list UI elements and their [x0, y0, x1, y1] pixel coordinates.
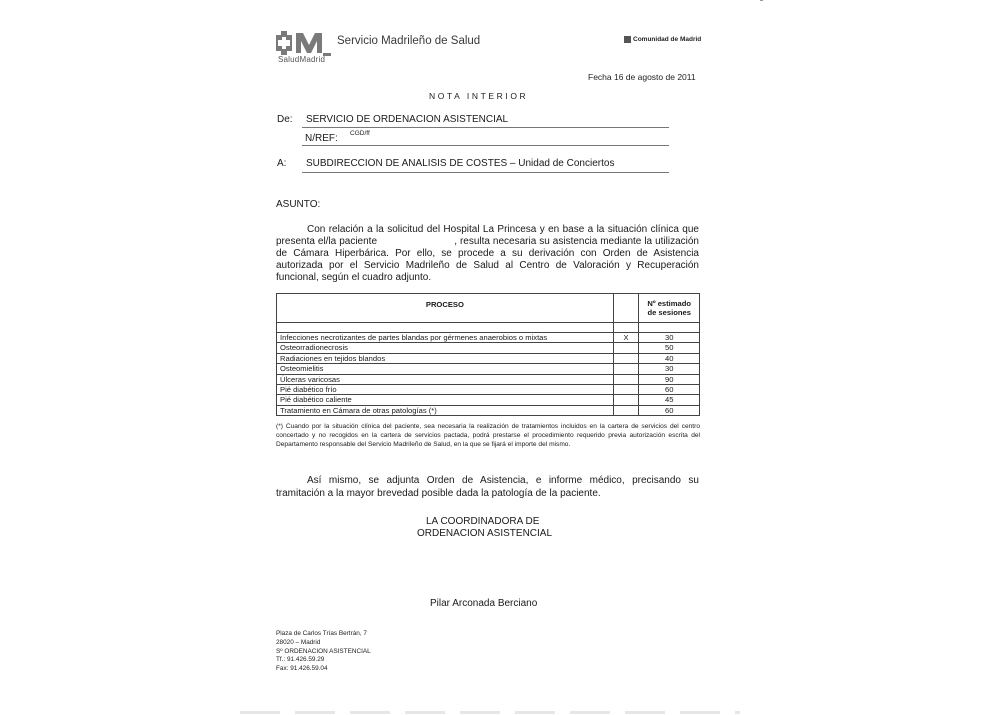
table-row: [277, 333, 700, 343]
table-cell-sesiones: 30: [639, 333, 700, 343]
table-cell-sesiones: 60: [639, 384, 700, 394]
nref-value: CGD/ff: [350, 130, 370, 137]
nref-label: N/REF:: [305, 133, 338, 144]
address-department: Sº ORDENACION ASISTENCIAL: [276, 647, 371, 655]
table-row: [277, 374, 700, 384]
asunto-heading: ASUNTO:: [276, 199, 321, 210]
paragraph-text: Así mismo, se adjunta Orden de Asistencia, e informe médico, precisando su tramitación a la mayor brevedad posible dada la patología de la paciente.: [276, 475, 699, 499]
table-cell-mark: [613, 374, 639, 384]
address-street: Plaza de Carlos Trías Bertrán, 7: [276, 630, 367, 637]
comunidad-madrid-mark: [624, 36, 701, 43]
table-cell-sesiones: 45: [639, 395, 700, 405]
table-header-row: [277, 294, 700, 323]
comunidad-flag-icon: [624, 36, 631, 43]
table-footnote: (*) Cuando por la situación clínica del paciente, sea necesaria la realización de tratamientos incluidos en la cartera de servicios del centro concertado y no recogidos en la cartera de servicios pactada, podrá prestarse el procedimiento requerido previa autorización escrita del Departamento responsable del Servicio Madrileño de Salud, en la que se fijará el importe del mismo.: [276, 423, 700, 448]
comunidad-label: Comunidad de Madrid: [633, 36, 702, 43]
address-fax: Fax: 91.426.59.04: [276, 665, 328, 673]
table-row: [277, 384, 700, 394]
table-cell-mark: [613, 364, 639, 374]
column-header-sesiones-line2: de sesiones: [647, 308, 691, 317]
table-row: [277, 353, 700, 363]
table-cell-sesiones: 30: [639, 364, 700, 374]
table-cell-proceso: Úlceras varicosas: [277, 374, 614, 384]
table-row: [277, 343, 700, 353]
process-table: [276, 293, 700, 416]
table-cell-proceso: Radiaciones en tejidos blandos: [277, 353, 614, 363]
address-city: 28020 – Madrid: [276, 638, 321, 646]
divider: [302, 172, 669, 173]
table-cell-mark: [613, 395, 639, 405]
a-label: A:: [277, 158, 287, 169]
table-cell-sesiones: 40: [639, 353, 700, 363]
table-row: [277, 364, 700, 374]
address-block: [276, 630, 371, 674]
divider: [302, 127, 669, 128]
scan-artifact: [760, 0, 763, 1]
coordinator-title-line2: ORDENACION ASISTENCIAL: [417, 528, 553, 539]
table-cell-proceso: Osteorradionecrosis: [277, 343, 614, 353]
table-row: [277, 405, 700, 415]
table-cell-sesiones: 50: [639, 343, 700, 353]
signer-name: Pilar Arconada Berciano: [430, 598, 538, 609]
scan-edge-artifact: [240, 711, 740, 714]
column-header-proceso: PROCESO: [277, 294, 614, 323]
table-cell-mark: X: [613, 333, 639, 343]
table-row: [277, 395, 700, 405]
paragraph-text: Con relación a la solicitud del Hospital La Princesa y en base a la situación clínica que presenta el/la paciente , resulta necesaria su asistencia mediante la utilización de Cámara Hiperbárica. Por ello, se procede a su derivación con Orden de Asistencia autorizada por el Servicio Madrileño de Salud al Centro de Valoración y Recuperación funcional, según el cuadro adjunto.: [276, 224, 702, 283]
table-cell-proceso: Osteomielitis: [277, 364, 614, 374]
coordinator-title-line1: LA COORDINADORA DE: [426, 516, 540, 527]
table-cell-sesiones: 90: [639, 374, 700, 384]
table-cell-mark: [613, 405, 639, 415]
de-label: De:: [277, 114, 293, 125]
column-header-sesiones-line1: Nº estimado: [647, 298, 692, 308]
organization-name: Servicio Madrileño de Salud: [337, 35, 481, 47]
table-cell-mark: [613, 343, 639, 353]
column-header-sesiones: [639, 294, 700, 323]
column-header-mark: [613, 294, 639, 323]
address-phone: Tf.: 91.426.59.29: [276, 656, 325, 664]
document-date: Fecha 16 de agosto de 2011: [588, 72, 696, 82]
table-cell-mark: [613, 353, 639, 363]
table-spacer-row: [277, 323, 700, 333]
table-cell-proceso: Pié diabético caliente: [277, 395, 614, 405]
table-cell-proceso: Tratamiento en Cámara de otras patologías (*): [277, 405, 614, 415]
table-cell-mark: [613, 384, 639, 394]
a-value: SUBDIRECCION DE ANALISIS DE COSTES – Unidad de Conciertos: [306, 158, 615, 169]
body-paragraph-1: [276, 224, 702, 284]
table-cell-proceso: Pié diabético frío: [277, 384, 614, 394]
document-type-title: NOTA INTERIOR: [429, 91, 529, 101]
table-cell-proceso: Infecciones necrotizantes de partes blandas por gérmenes anaerobios o mixtas: [277, 333, 614, 343]
de-value: SERVICIO DE ORDENACION ASISTENCIAL: [306, 114, 509, 125]
table-cell-sesiones: 60: [639, 405, 700, 415]
logo-subtitle: SaludMadrid: [278, 55, 326, 64]
body-paragraph-2: [276, 475, 699, 500]
divider: [302, 145, 669, 146]
